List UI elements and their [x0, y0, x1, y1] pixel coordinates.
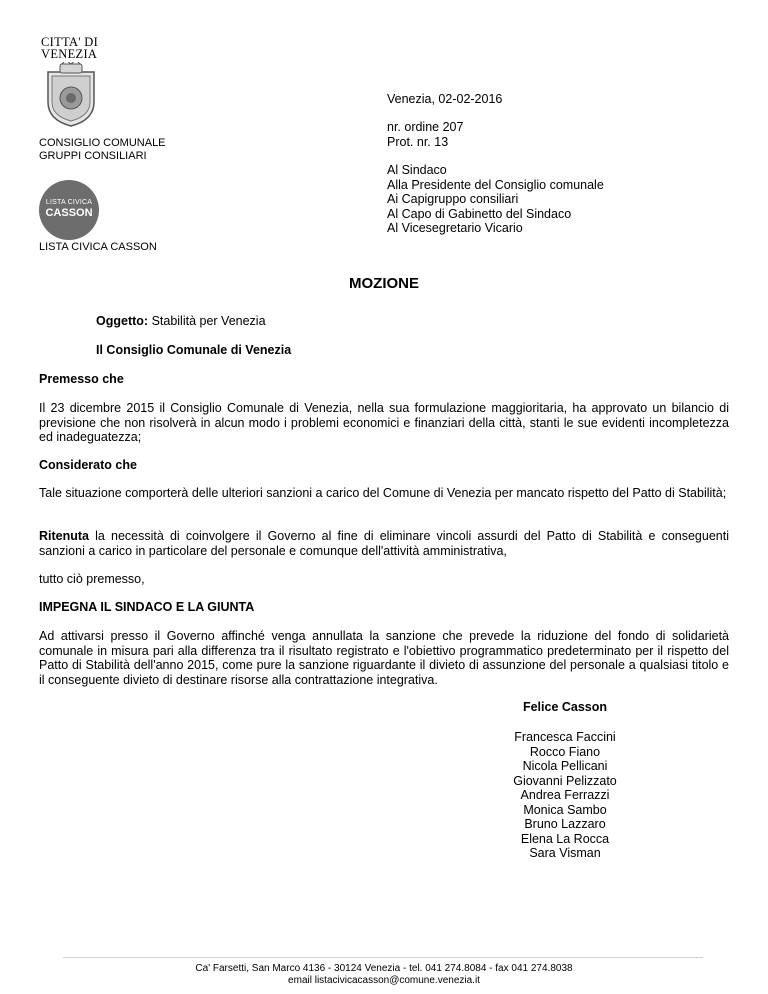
subject-text: Stabilità per Venezia — [151, 314, 266, 328]
council-line2: GRUPPI CONSILIARI — [39, 149, 147, 162]
co-signer: Giovanni Pelizzato — [513, 773, 617, 788]
lista-civica-logo — [39, 180, 99, 240]
recipient: Alla Presidente del Consiglio comunale — [387, 177, 604, 192]
order-info — [387, 120, 463, 149]
protocol-number: Prot. nr. 13 — [387, 134, 449, 149]
co-signer: Andrea Ferrazzi — [520, 788, 610, 802]
recipient: Al Vicesegretario Vicario — [387, 221, 523, 235]
co-signer: Monica Sambo — [523, 802, 607, 817]
logo-line2: CASSON — [45, 207, 93, 219]
lista-name: LISTA CIVICA CASSON — [39, 241, 157, 253]
footer-email: email listacivicacasson@comune.venezia.it — [288, 975, 480, 986]
co-signer: Bruno Lazzaro — [524, 817, 606, 831]
ritenuta-paragraph — [39, 529, 729, 558]
main-signer: Felice Casson — [522, 700, 608, 714]
co-signer: Nicola Pellicani — [522, 759, 608, 773]
document-date: Venezia, 02-02-2016 — [387, 92, 503, 106]
co-signer: Sara Visman — [529, 846, 601, 860]
impegna-heading: IMPEGNA IL SINDACO E LA GIUNTA — [39, 600, 255, 614]
subject-label: Oggetto: — [96, 314, 149, 328]
ritenuta-text: la necessità di coinvolgere il Governo al fine di eliminare vincoli assurdi del Patto di Stabilità e conseguenti sanzioni a carico in particolare del personale e comunque dell'attività amministrativa, — [39, 529, 729, 558]
ritenuta-label: Ritenuta — [39, 529, 89, 543]
recipients-list — [387, 163, 604, 236]
co-signers-list — [440, 730, 690, 861]
subject-line — [96, 314, 266, 329]
footer — [0, 963, 768, 987]
council-heading: Il Consiglio Comunale di Venezia — [96, 343, 292, 357]
considerato-paragraph: Tale situazione comporterà delle ulteriori sanzioni a carico del Comune di Venezia per mancato rispetto del Patto di Stabilità; — [39, 486, 727, 500]
city-name-line2: VENEZIA — [41, 47, 98, 61]
council-line1: CONSIGLIO COMUNALE — [39, 137, 166, 149]
recipient: Al Sindaco — [387, 163, 447, 177]
premesso-paragraph: Il 23 dicembre 2015 il Consiglio Comunale di Venezia, nella sua formulazione maggioritaria, ha approvato un bilancio di previsione che non risolverà in alcun modo i problemi economici e finanziari della città, stanti le sue evidenti incompletezza ed inadeguatezza; — [39, 401, 729, 444]
impegna-paragraph: Ad attivarsi presso il Governo affinché venga annullata la sanzione che prevede la riduzione del fondo di solidarietà comunale in misura pari alla differenza tra il risultato registrato e l'obiettivo programmatico predeterminato per il rispetto del Patto di Stabilità dell'anno 2015, come pure la sanzione riguardante il divieto di assunzione del personale a qualsiasi titolo e il conseguente divieto di destinare risorse alla contrattazione integrativa. — [39, 629, 729, 687]
premesso-tutto: tutto ciò premesso, — [39, 572, 145, 586]
logo-line1: LISTA CIVICA — [45, 199, 93, 206]
order-number: nr. ordine 207 — [387, 120, 464, 134]
co-signer: Rocco Fiano — [529, 744, 601, 759]
venice-crest-icon — [42, 62, 100, 128]
co-signer: Francesca Faccini — [514, 730, 616, 744]
council-label — [39, 137, 166, 162]
premesso-heading: Premesso che — [39, 372, 124, 386]
city-name-line1: CITTA' DI — [41, 35, 99, 49]
footer-address: Ca' Farsetti, San Marco 4136 - 30124 Venezia - tel. 041 274.8084 - fax 041 274.8038 — [195, 963, 573, 974]
footer-divider — [63, 957, 703, 958]
considerato-heading: Considerato che — [39, 458, 137, 472]
city-name-logo — [41, 36, 103, 60]
document-title: MOZIONE — [349, 275, 419, 292]
recipient: Ai Capigruppo consiliari — [387, 192, 519, 206]
co-signer: Elena La Rocca — [520, 831, 610, 846]
recipient: Al Capo di Gabinetto del Sindaco — [387, 206, 572, 221]
